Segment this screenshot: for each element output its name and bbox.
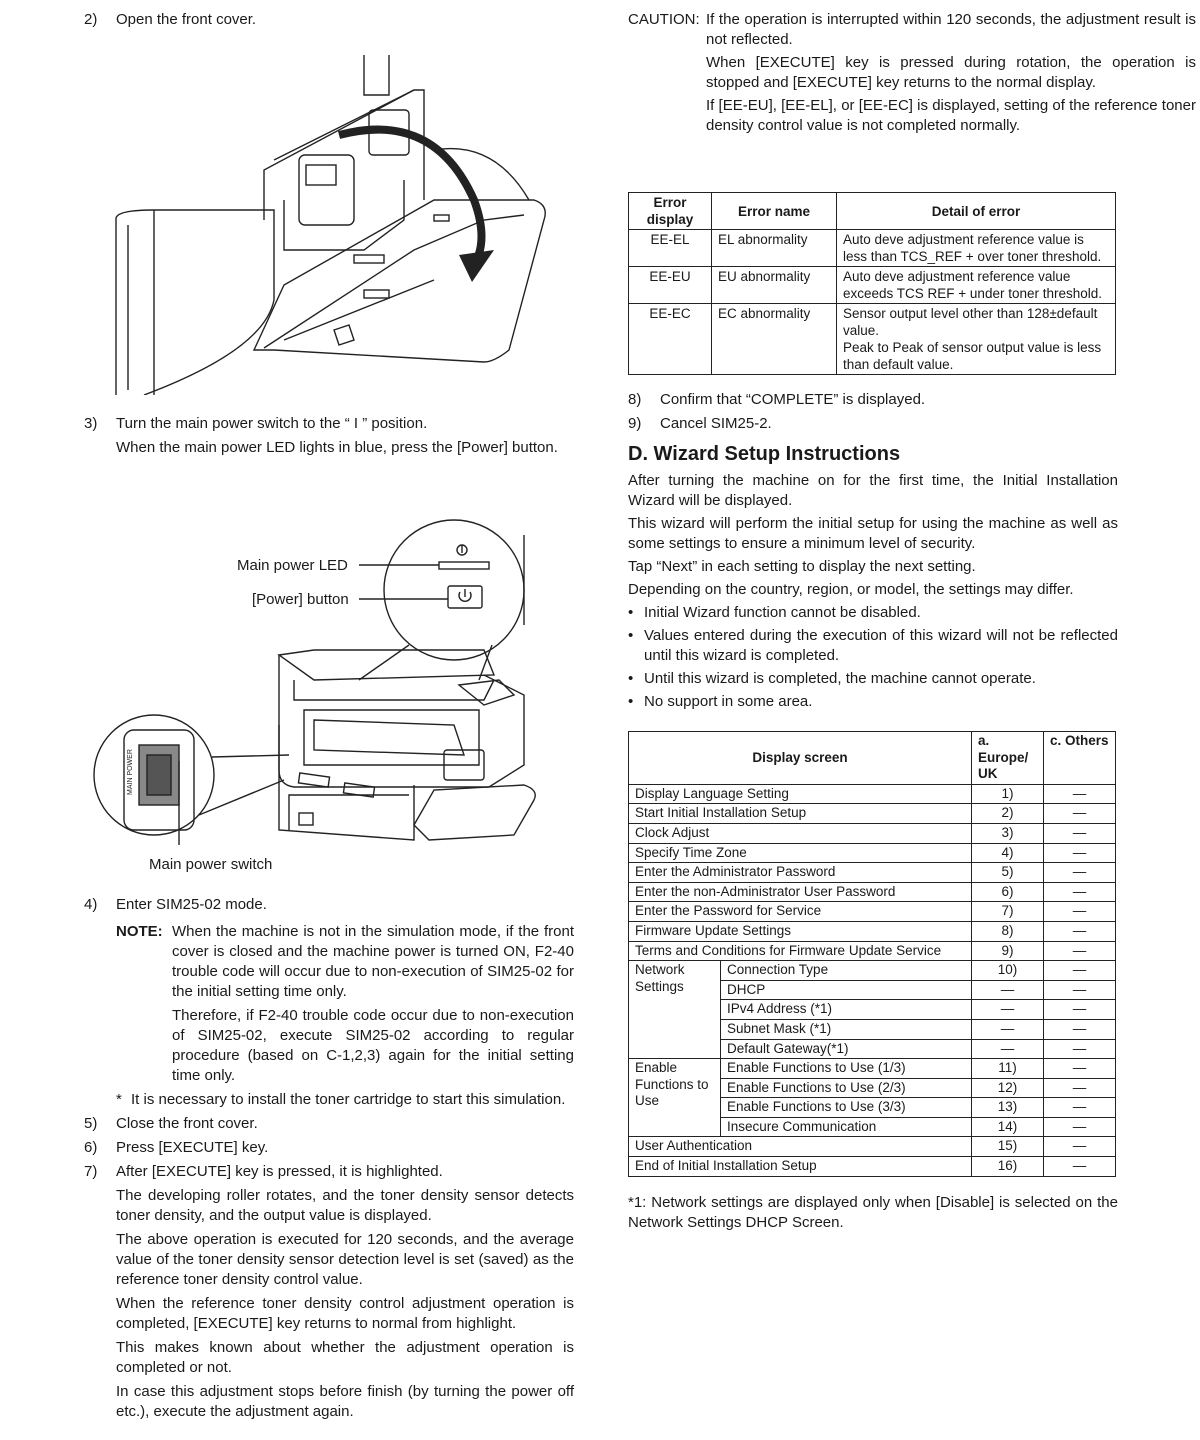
europe-uk-cell: 10) (972, 961, 1044, 981)
power-figure (84, 495, 574, 880)
display-screen-cell: User Authentication (629, 1137, 972, 1157)
step-7 (84, 1162, 574, 1422)
step-text: Open the front cover. (116, 11, 257, 28)
others-cell: — (1044, 1098, 1116, 1118)
header-others: c. Others (1044, 732, 1116, 785)
step-text: Cancel SIM25-2. (660, 415, 772, 432)
step-text: Close the front cover. (116, 1115, 258, 1132)
table-row (629, 1059, 1116, 1079)
switch-text: MAIN POWER (127, 749, 134, 795)
step-number: 3) (84, 415, 98, 432)
europe-uk-cell: 5) (972, 863, 1044, 883)
footnote: *1: Network settings are displayed only when [Disable] is selected on the Network Settings DHCP Screen. (628, 1194, 1118, 1231)
error-code: EE-EC (629, 304, 712, 375)
front-cover-illustration (114, 50, 554, 395)
others-cell: — (1044, 921, 1116, 941)
step-number: 2) (84, 11, 98, 28)
others-cell: — (1044, 843, 1116, 863)
bullet-item: • Initial Wizard function cannot be disabled. (628, 604, 921, 621)
table-row (629, 921, 1116, 941)
error-table (628, 192, 1116, 375)
step-paragraph: The developing roller rotates, and the toner density sensor detects toner density, and the output value is displayed. (116, 1187, 574, 1224)
step-paragraph: When the reference toner density control adjustment operation is completed, [EXECUTE] key returns to normal from highlight. (116, 1295, 574, 1332)
display-screen-cell: Firmware Update Settings (629, 921, 972, 941)
step-paragraph: When the main power LED lights in blue, press the [Power] button. (116, 439, 558, 456)
bullet-item: • Values entered during the execution of this wizard will not be reflected until this wizard is completed. (628, 627, 1118, 664)
bullet-text: Initial Wizard function cannot be disabled. (644, 604, 921, 621)
error-detail-line: Sensor output level other than 128±default value. (843, 306, 1098, 338)
asterisk-mark: * (116, 1091, 122, 1108)
europe-uk-cell: — (972, 1039, 1044, 1059)
others-cell: — (1044, 980, 1116, 1000)
display-screen-cell: Default Gateway(*1) (721, 1039, 972, 1059)
others-cell: — (1044, 863, 1116, 883)
display-screen-cell: Enter the non-Administrator User Password (629, 882, 972, 902)
bullet-text: No support in some area. (644, 693, 813, 710)
header-error-name: Error name (712, 193, 837, 230)
display-screen-cell: Connection Type (721, 961, 972, 981)
others-cell: — (1044, 1157, 1116, 1177)
step-9 (628, 414, 1118, 434)
wizard-table (628, 731, 1116, 1177)
power-button-label: [Power] button (252, 591, 349, 608)
note-paragraph: When the machine is not in the simulation mode, if the front cover is closed and the machine power is turned ON, F2-40 trouble code will occur due to non-execution of SIM25-02 for the initial setting time only. (172, 923, 574, 1000)
step-6 (84, 1138, 574, 1158)
europe-uk-cell: 4) (972, 843, 1044, 863)
europe-uk-cell: — (972, 1019, 1044, 1039)
table-row (629, 961, 1116, 981)
step-number: 9) (628, 415, 642, 432)
step-4 (84, 895, 574, 915)
step-number: 4) (84, 896, 98, 913)
group-label-cell: Enable Functions to Use (629, 1059, 721, 1137)
others-cell: — (1044, 1117, 1116, 1137)
europe-uk-cell: 2) (972, 804, 1044, 824)
section-heading: D. Wizard Setup Instructions (628, 443, 901, 465)
step-3 (84, 414, 574, 458)
step-number: 8) (628, 391, 642, 408)
display-screen-cell: End of Initial Installation Setup (629, 1157, 972, 1177)
step-5 (84, 1114, 574, 1134)
header-display-screen: Display screen (629, 732, 972, 785)
display-screen-cell: Clock Adjust (629, 823, 972, 843)
caution-paragraph: When [EXECUTE] key is pressed during rotation, the operation is stopped and [EXECUTE] key returns to the normal display. (706, 54, 1196, 91)
error-detail (837, 304, 1116, 375)
others-cell: — (1044, 1059, 1116, 1079)
step-paragraph: The above operation is executed for 120 seconds, and the average value of the toner density sensor detection level is set (saved) as the reference toner density control value. (116, 1231, 574, 1288)
header-detail: Detail of error (837, 193, 1116, 230)
europe-uk-cell: 1) (972, 784, 1044, 804)
caution-paragraph: If the operation is interrupted within 120 seconds, the adjustment result is not reflected. (706, 11, 1196, 48)
bullet-item: • Until this wizard is completed, the machine cannot operate. (628, 670, 1036, 687)
error-code: EE-EU (629, 267, 712, 304)
others-cell: — (1044, 1000, 1116, 1020)
table-row (629, 1157, 1116, 1177)
display-screen-cell: Enable Functions to Use (2/3) (721, 1078, 972, 1098)
body-paragraph: Tap “Next” in each setting to display the next setting. (628, 558, 976, 575)
europe-uk-cell: 8) (972, 921, 1044, 941)
table-row (629, 267, 1116, 304)
asterisk-text: It is necessary to install the toner cartridge to start this simulation. (131, 1091, 566, 1108)
table-header-row (629, 193, 1116, 230)
europe-uk-cell: 15) (972, 1137, 1044, 1157)
europe-uk-cell: 6) (972, 882, 1044, 902)
others-cell: — (1044, 784, 1116, 804)
header-error-display: Error display (629, 193, 712, 230)
europe-uk-cell: 3) (972, 823, 1044, 843)
bullet-item: • No support in some area. (628, 693, 813, 710)
europe-uk-cell: 13) (972, 1098, 1044, 1118)
error-name: EU abnormality (712, 267, 837, 304)
display-screen-cell: IPv4 Address (*1) (721, 1000, 972, 1020)
note-block (84, 922, 574, 1086)
table-row (629, 1137, 1116, 1157)
table-row (629, 882, 1116, 902)
body-paragraph: After turning the machine on for the first time, the Initial Installation Wizard will be displayed. (628, 472, 1118, 509)
error-detail-line: Peak to Peak of sensor output value is less than default value. (843, 340, 1102, 372)
bullet-text: Values entered during the execution of this wizard will not be reflected until this wizard is completed. (644, 627, 1118, 664)
body-paragraph: This wizard will perform the initial setup for using the machine as well as some settings to ensure a minimum level of security. (628, 515, 1118, 552)
group-label-cell: Network Settings (629, 961, 721, 1059)
others-cell: — (1044, 902, 1116, 922)
table-row (629, 823, 1116, 843)
others-cell: — (1044, 804, 1116, 824)
others-cell: — (1044, 1019, 1116, 1039)
table-row (629, 230, 1116, 267)
step-4-block (84, 895, 574, 1422)
caution-block (628, 10, 1196, 139)
error-name: EL abnormality (712, 230, 837, 267)
table-row (629, 902, 1116, 922)
table-row (629, 804, 1116, 824)
table-header-row (629, 732, 1116, 785)
main-power-led-label: Main power LED (237, 557, 348, 574)
error-detail: Auto deve adjustment reference value is less than TCS_REF + over toner threshold. (837, 230, 1116, 267)
step-number: 7) (84, 1163, 98, 1180)
error-code: EE-EL (629, 230, 712, 267)
display-screen-cell: Insecure Communication (721, 1117, 972, 1137)
error-detail: Auto deve adjustment reference value exceeds TCS REF + under toner threshold. (837, 267, 1116, 304)
europe-uk-cell: 7) (972, 902, 1044, 922)
table-row (629, 941, 1116, 961)
others-cell: — (1044, 941, 1116, 961)
display-screen-cell: Terms and Conditions for Firmware Update Service (629, 941, 972, 961)
table-row (629, 784, 1116, 804)
display-screen-cell: Enable Functions to Use (1/3) (721, 1059, 972, 1079)
step-paragraph: In case this adjustment stops before finish (by turning the power off etc.), execute the adjustment again. (116, 1383, 574, 1420)
header-europe-uk: a. Europe/ UK (972, 732, 1044, 785)
step-number: 6) (84, 1139, 98, 1156)
display-screen-cell: Start Initial Installation Setup (629, 804, 972, 824)
europe-uk-cell: 12) (972, 1078, 1044, 1098)
others-cell: — (1044, 1039, 1116, 1059)
europe-uk-cell: 9) (972, 941, 1044, 961)
display-screen-cell: Specify Time Zone (629, 843, 972, 863)
error-name: EC abnormality (712, 304, 837, 375)
table-row (629, 304, 1116, 375)
step-text: Turn the main power switch to the “ I ” position. (116, 415, 428, 432)
others-cell: — (1044, 1078, 1116, 1098)
table-row (629, 863, 1116, 883)
others-cell: — (1044, 823, 1116, 843)
caution-label: CAUTION: (628, 11, 700, 28)
caution-paragraph: If [EE-EU], [EE-EL], or [EE-EC] is displayed, setting of the reference toner density control value is not completed normally. (706, 97, 1196, 134)
display-screen-cell: Display Language Setting (629, 784, 972, 804)
europe-uk-cell: 16) (972, 1157, 1044, 1177)
others-cell: — (1044, 1137, 1116, 1157)
bullet-text: Until this wizard is completed, the machine cannot operate. (644, 670, 1036, 687)
note-paragraph: Therefore, if F2-40 trouble code occur due to non-execution of SIM25-02, execute SIM25-02 according to regular procedure (based on C-1,2,3) again for the initial setting time only. (172, 1007, 574, 1084)
step-text: Confirm that “COMPLETE” is displayed. (660, 391, 926, 408)
europe-uk-cell: — (972, 1000, 1044, 1020)
asterisk-note (84, 1090, 574, 1110)
step-text: Press [EXECUTE] key. (116, 1139, 269, 1156)
europe-uk-cell: — (972, 980, 1044, 1000)
step-text: Enter SIM25-02 mode. (116, 896, 267, 913)
body-paragraph: Depending on the country, region, or model, the settings may differ. (628, 581, 1074, 598)
wizard-section (628, 390, 1118, 712)
display-screen-cell: DHCP (721, 980, 972, 1000)
note-label: NOTE: (116, 923, 163, 940)
step-text: After [EXECUTE] key is pressed, it is highlighted. (116, 1163, 443, 1180)
europe-uk-cell: 14) (972, 1117, 1044, 1137)
main-power-switch-label: Main power switch (149, 856, 273, 873)
europe-uk-cell: 11) (972, 1059, 1044, 1079)
others-cell: — (1044, 961, 1116, 981)
table-row (629, 843, 1116, 863)
step-8 (628, 390, 1118, 410)
step-number: 5) (84, 1115, 98, 1132)
display-screen-cell: Enter the Administrator Password (629, 863, 972, 883)
display-screen-cell: Subnet Mask (*1) (721, 1019, 972, 1039)
step-paragraph: This makes known about whether the adjustment operation is completed or not. (116, 1339, 574, 1376)
others-cell: — (1044, 882, 1116, 902)
display-screen-cell: Enter the Password for Service (629, 902, 972, 922)
display-screen-cell: Enable Functions to Use (3/3) (721, 1098, 972, 1118)
step-2 (84, 10, 606, 30)
